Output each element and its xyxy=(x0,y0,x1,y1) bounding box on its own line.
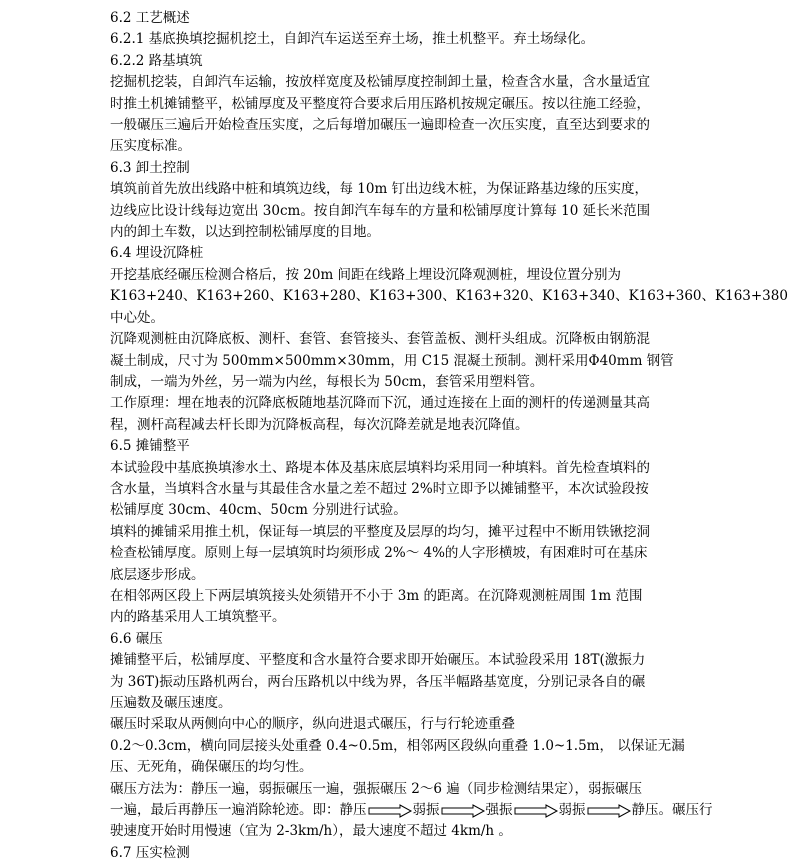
paragraph-line: 程，测杆高程减去杆长即为沉降板高程，每次沉降差就是地表沉降值。 xyxy=(110,416,529,433)
paragraph-line: 碾压方法为：静压一遍，弱振碾压一遍，强振碾压 2～6 遍（同步检测结果定），弱振碾压 xyxy=(110,780,643,797)
paragraph-line: 碾压时采取从两侧向中心的顺序，纵向进退式碾压，行与行轮迹重叠 xyxy=(110,716,515,733)
section-heading-6-6: 6.6 碾压 xyxy=(110,630,163,647)
subsection-heading-6-2-2: 6.2.2 路基填筑 xyxy=(110,52,203,69)
paragraph-line: 摊铺整平后，松铺厚度、平整度和含水量符合要求即开始碾压。本试验段采用 18T(激振力 xyxy=(110,652,646,669)
paragraph-line: 沉降观测桩由沉降底板、测杆、套管、套管接头、套管盖板、测杆头组成。沉降板由钢筋混 xyxy=(110,331,650,348)
paragraph-line: 压、无死角，确保碾压的均匀性。 xyxy=(110,759,313,776)
paragraph-line: 挖掘机挖装，自卸汽车运输，按放样宽度及松铺厚度控制卸土量，检查含水量，含水量适宜 xyxy=(110,74,650,91)
section-heading-6-2: 6.2 工艺概述 xyxy=(110,10,190,26)
paragraph-line: 压遍数及碾压速度。 xyxy=(110,695,232,711)
right-arrow-icon xyxy=(587,804,631,818)
paragraph-line: 0.2～0.3cm，横向同层接头处重叠 0.4~0.5m，相邻两区段纵向重叠 1.0~1.5m， 以保证无漏 xyxy=(110,737,685,754)
right-arrow-icon xyxy=(368,804,412,818)
paragraph-line: 一般碾压三遍后开始检查压实度，之后每增加碾压一遍即检查一次压实度，直至达到要求的 xyxy=(110,117,650,134)
section-heading-6-5: 6.5 摊铺整平 xyxy=(110,438,190,455)
paragraph-line: 制成，一端为外丝，另一端为内丝，每根长为 50cm，套管采用塑料管。 xyxy=(110,373,544,390)
paragraph-line: 压实度标准。 xyxy=(110,138,191,155)
paragraph-line: 凝土制成，尺寸为 500mm×500mm×30mm，用 C15 混凝土预制。测杆采用Φ40mm 钢管 xyxy=(110,352,674,369)
flow-step: 静压。碾压行 xyxy=(631,802,713,819)
paragraph-line: 时推土机摊铺整平，松铺厚度及平整度符合要求后用压路机按规定碾压。按以往施工经验， xyxy=(110,95,650,112)
paragraph-line: 边线应比设计线每边宽出 30cm。按自卸汽车每车的方量和松铺厚度计算每 10 延长米范围 xyxy=(110,202,651,219)
right-arrow-icon xyxy=(441,804,485,818)
paragraph-line: 检查松铺厚度。原则上每一层填筑时均须形成 2%～ 4%的人字形横坡，有困难时可在基床 xyxy=(110,545,648,562)
section-heading-6-4: 6.4 埋设沉降桩 xyxy=(110,245,204,262)
paragraph-line: 驶速度开始时用慢速（宜为 2-3km/h），最大速度不超过 4km/h 。 xyxy=(110,823,512,840)
flow-step: 静压 xyxy=(339,802,367,819)
section-heading-6-7: 6.7 压实检测 xyxy=(110,844,190,861)
paragraph-line: 填筑前首先放出线路中桩和填筑边线，每 10m 钉出边线木桩，为保证路基边缘的压实度， xyxy=(110,181,649,198)
flow-step: 弱振 xyxy=(558,802,586,819)
paragraph-line: 为 36T)振动压路机两台，两台压路机以中线为界，各压半幅路基宽度，分别记录各自的碾 xyxy=(110,673,646,690)
paragraph-line: 中心处。 xyxy=(110,309,164,326)
flow-step: 弱振 xyxy=(412,802,440,819)
paragraph-line: 填料的摊铺采用推土机，保证每一填层的平整度及层厚的均匀，摊平过程中不断用铁锹挖洞 xyxy=(110,523,650,540)
paragraph-line: 内的路基采用人工填筑整平。 xyxy=(110,609,286,626)
subsection-6-2-1: 6.2.1 基底换填挖掘机挖土，自卸汽车运送至弃土场，推土机整平。弃土场绿化。 xyxy=(110,31,595,48)
compaction-flow-line xyxy=(110,800,713,821)
paragraph-line: 在相邻两区段上下两层填筑接头处须错开不小于 3m 的距离。在沉降观测桩周围 1m 范围 xyxy=(110,587,643,604)
flow-intro: 一遍，最后再静压一遍消除轮迹。即： xyxy=(110,802,340,819)
paragraph-line: 底层逐步形成。 xyxy=(110,566,205,583)
paragraph-line: 内的卸土车数，以达到控制松铺厚度的目地。 xyxy=(110,224,380,241)
flow-step: 强振 xyxy=(485,802,513,819)
paragraph-line: 松铺厚度 30cm、40cm、50cm 分别进行试验。 xyxy=(110,502,407,519)
paragraph-line: 工作原理：埋在地表的沉降底板随地基沉降而下沉，通过连接在上面的测杆的传递测量其高 xyxy=(110,395,650,412)
paragraph-line: 本试验段中基底换填渗水土、路堤本体及基床底层填料均采用同一种填料。首先检查填料的 xyxy=(110,459,650,476)
right-arrow-icon xyxy=(514,804,558,818)
section-heading-6-3: 6.3 卸土控制 xyxy=(110,159,190,176)
paragraph-line: 含水量，当填料含水量与其最佳含水量之差不超过 2%时立即予以摊铺整平，本次试验段按 xyxy=(110,480,649,497)
paragraph-line: 开挖基底经碾压检测合格后，按 20m 间距在线路上埋设沉降观测桩，埋设位置分别为 xyxy=(110,266,622,283)
paragraph-line: K163+240、K163+260、K163+280、K163+300、K163+320、K163+340、K163+360、K163+380 xyxy=(110,288,788,305)
